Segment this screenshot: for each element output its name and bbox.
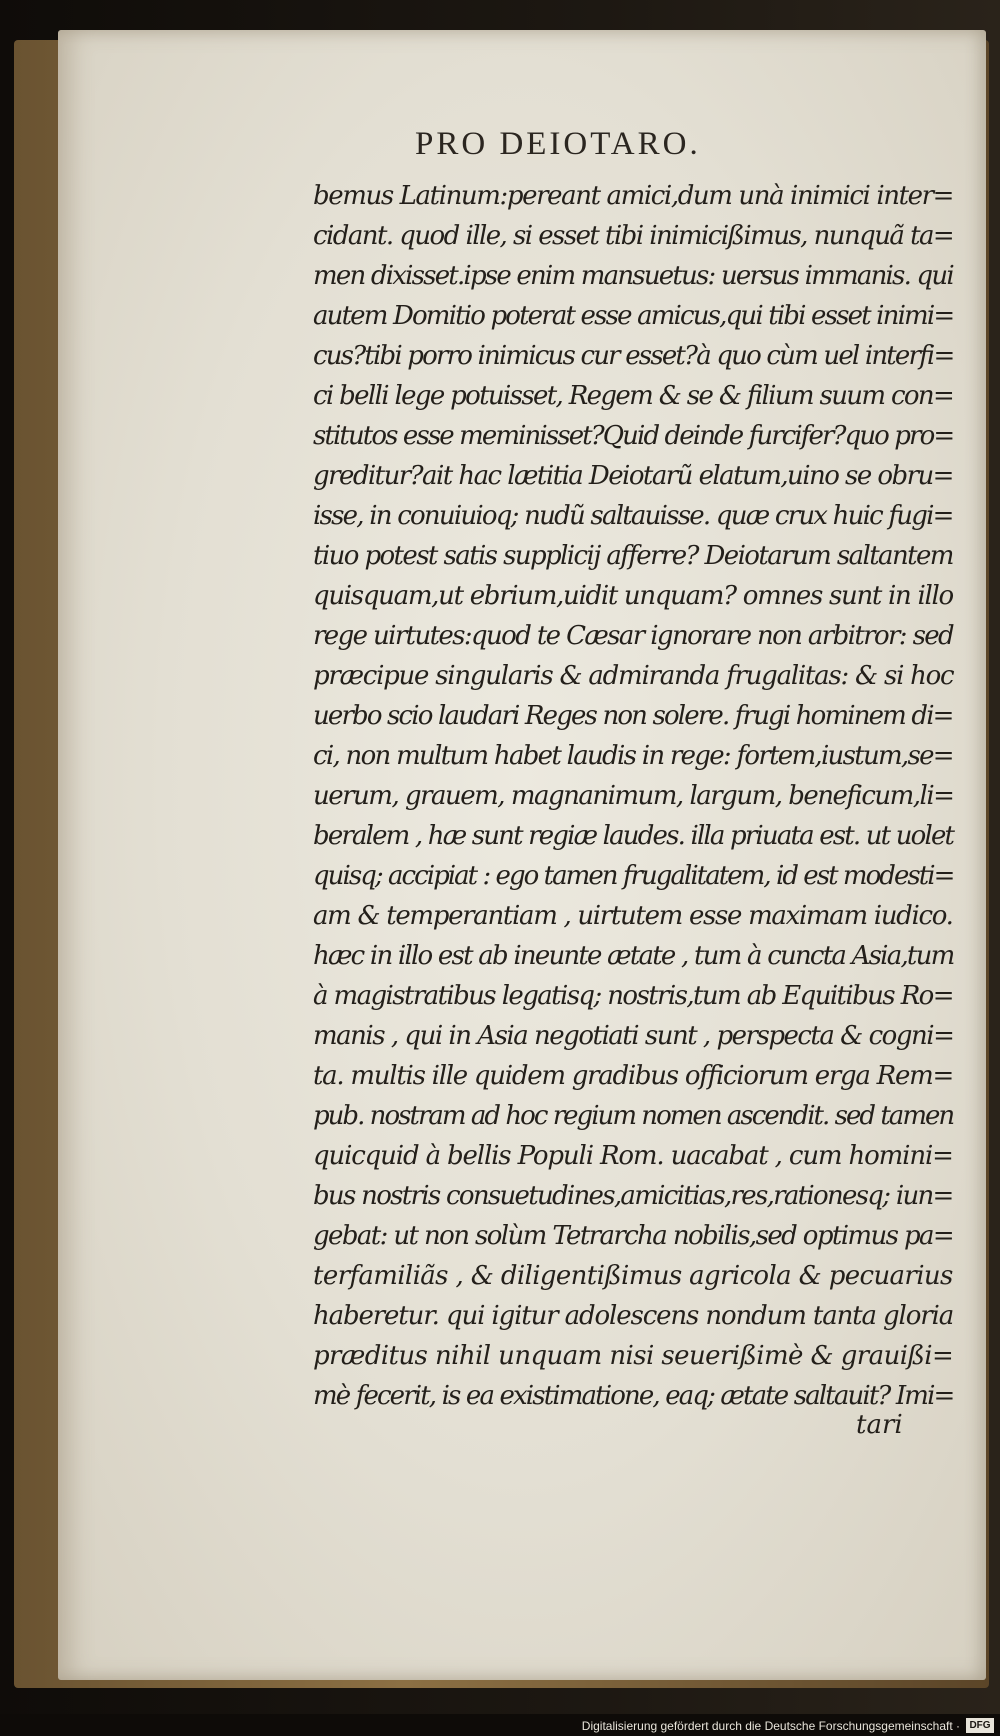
footer-credit: Digitalisierung gefördert durch die Deutsche Forschungsgemeinschaft · <box>581 1719 960 1733</box>
text-line: bus nostris consuetudines,amicitias,res,rationesq; iun= <box>313 1181 953 1211</box>
text-line: quisquam,ut ebrium,uidit unquam? omnes sunt in illo <box>313 581 953 611</box>
text-line: beralem , hæ sunt regiæ laudes. illa priuata est. ut uolet <box>313 821 954 851</box>
text-line: manis , qui in Asia negotiati sunt , perspecta & cogni= <box>313 1021 954 1051</box>
text-line: uerbo scio laudari Reges non solere. frugi hominem di= <box>313 701 953 731</box>
text-line: men dixisset.ipse enim mansuetus: uersus immanis. qui <box>313 261 953 291</box>
text-line: isse, in conuiuioq; nudũ saltauisse. quæ crux huic fugi= <box>313 501 953 531</box>
text-line: quicquid à bellis Populi Rom. uacabat , cum homini= <box>313 1141 953 1171</box>
running-head: PRO DEIOTARO. <box>415 126 701 162</box>
text-line: tiuo potest satis supplicij afferre? Deiotarum saltantem <box>313 541 953 571</box>
text-line: cidant. quod ille, si esset tibi inimicißimus, nunquã ta= <box>313 221 954 251</box>
text-line: præcipue singularis & admiranda frugalitas: & si hoc <box>313 661 954 691</box>
text-line: cus?tibi porro inimicus cur esset?à quo cùm uel interfi= <box>313 341 954 371</box>
text-line: haberetur. qui igitur adolescens nondum tanta gloria <box>313 1301 954 1331</box>
text-line: hæc in illo est ab ineunte ætate , tum à cuncta Asia,tum <box>313 941 954 971</box>
text-line: gebat: ut non solùm Tetrarcha nobilis,sed optimus pa= <box>313 1221 954 1251</box>
text-line: à magistratibus legatisq; nostris,tum ab Equitibus Ro= <box>313 981 953 1011</box>
catchword: tari <box>856 1410 903 1440</box>
text-line: stitutos esse meminisset?Quid deinde furcifer?quo pro= <box>313 421 954 451</box>
text-line: ci, non multum habet laudis in rege: fortem,iustum,se= <box>313 741 953 771</box>
footer-bar <box>0 1714 1000 1736</box>
text-line: quisq; accipiat : ego tamen frugalitatem, id est modesti= <box>313 861 954 891</box>
text-line: bemus Latinum:pereant amici,dum unà inimici inter= <box>313 181 954 211</box>
dfg-logo-icon: DFG <box>966 1718 994 1733</box>
text-line: ta. multis ille quidem gradibus officiorum erga Rem= <box>313 1061 954 1091</box>
text-line: terfamiliãs , & diligentißimus agricola & pecuarius <box>313 1261 953 1291</box>
text-line: am & temperantiam , uirtutem esse maximam iudico. <box>313 901 953 931</box>
text-line: pub. nostram ad hoc regium nomen ascendit. sed tamen <box>313 1101 954 1131</box>
text-line: greditur?ait hac lætitia Deiotarũ elatum,uino se obru= <box>313 461 953 491</box>
text-line: mè fecerit, is ea existimatione, eaq; ætate saltauit? Imi= <box>313 1381 954 1411</box>
text-line: præditus nihil unquam nisi seuerißimè & grauißi= <box>313 1341 954 1371</box>
text-line: autem Domitio poterat esse amicus,qui tibi esset inimi= <box>313 301 954 331</box>
text-line: rege uirtutes:quod te Cæsar ignorare non arbitror: sed <box>313 621 954 651</box>
text-line: ci belli lege potuisset, Regem & se & filium suum con= <box>313 381 954 411</box>
text-line: uerum, grauem, magnanimum, largum, beneficum,li= <box>313 781 954 811</box>
body-text <box>313 176 953 1416</box>
